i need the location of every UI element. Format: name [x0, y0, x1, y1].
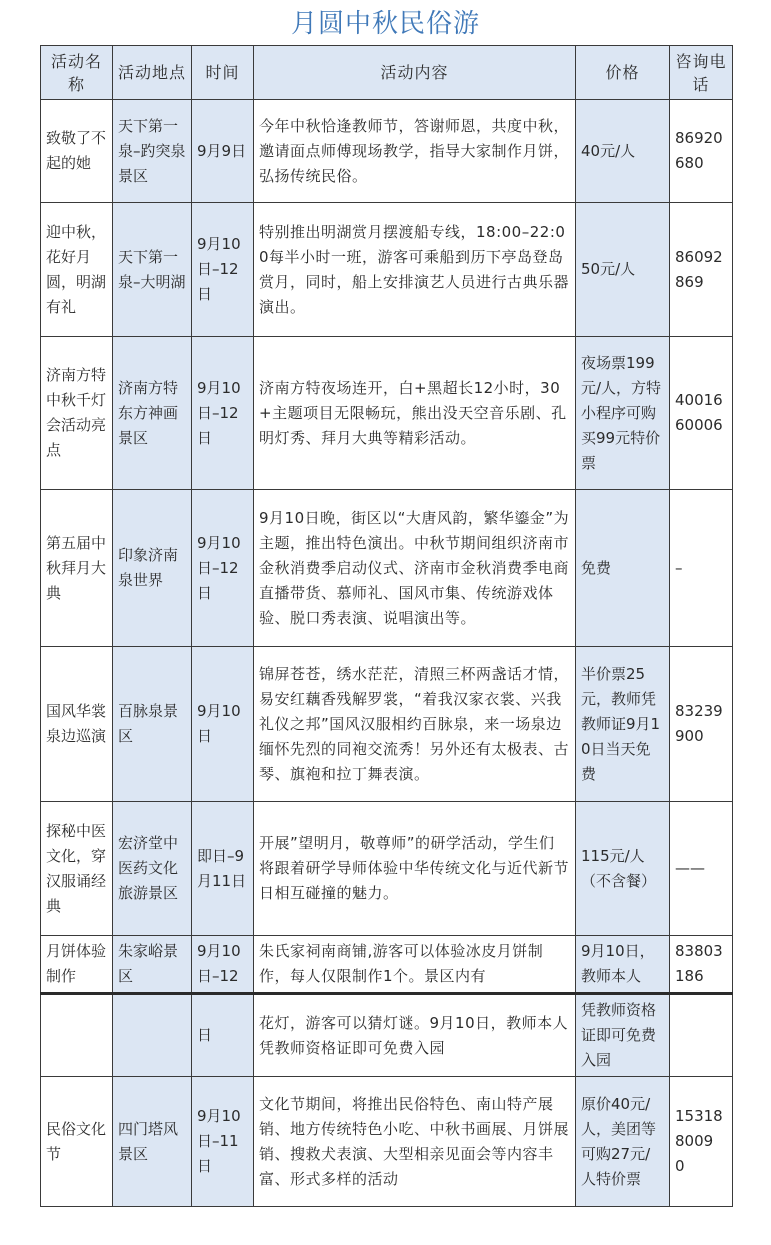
cell-location: 宏济堂中医药文化旅游景区	[113, 802, 192, 936]
cell-price: 凭教师资格证即可免费入园	[576, 994, 670, 1077]
table-row	[41, 802, 733, 936]
cell-price: 夜场票199元/人，方特小程序可购买99元特价票	[576, 337, 670, 490]
header-price: 价格	[576, 46, 670, 100]
cell-phone: 86920680	[670, 100, 733, 203]
cell-location	[113, 994, 192, 1077]
cell-phone: 86092869	[670, 203, 733, 337]
cell-content: 锦屏苍苍，绣水茫茫，清照三杯两盏话才情，易安红藕香残解罗裳，“着我汉家衣裳、兴我礼仪之邦”国风汉服相约百脉泉，来一场泉边缅怀先烈的同袍交流秀！另外还有太极表、古琴、旗袍和拉丁舞表演。	[254, 647, 576, 802]
cell-time: 即日–9月11日	[192, 802, 254, 936]
header-phone: 咨询电话	[670, 46, 733, 100]
cell-time: 9月10日–12	[192, 936, 254, 994]
table-header-row	[41, 46, 733, 100]
cell-content: 文化节期间，将推出民俗特色、南山特产展销、地方传统特色小吃、中秋书画展、月饼展销、搜救犬表演、大型相亲见面会等内容丰富、形式多样的活动	[254, 1077, 576, 1207]
cell-location: 朱家峪景区	[113, 936, 192, 994]
cell-phone: 83239900	[670, 647, 733, 802]
table-row	[41, 337, 733, 490]
cell-content: 特别推出明湖赏月摆渡船专线，18:00–22:00每半小时一班，游客可乘船到历下亭岛登岛赏月，同时，船上安排演艺人员进行古典乐器演出。	[254, 203, 576, 337]
cell-phone: 153188009 0	[670, 1077, 733, 1207]
cell-content: 9月10日晚，街区以“大唐风韵，繁华鎏金”为主题，推出特色演出。中秋节期间组织济南市金秋消费季启动仪式、济南市金秋消费季电商直播带货、慕师礼、国风市集、传统游戏体验、脱口秀表演、说唱演出等。	[254, 490, 576, 647]
cell-phone: –	[670, 490, 733, 647]
cell-name: 国风华裳泉边巡演	[41, 647, 113, 802]
cell-phone: ——	[670, 802, 733, 936]
cell-phone: 83803186	[670, 936, 733, 994]
table-row	[41, 203, 733, 337]
cell-price: 原价40元/人，美团等可购27元/人特价票	[576, 1077, 670, 1207]
cell-time: 日	[192, 994, 254, 1077]
cell-time: 9月10日	[192, 647, 254, 802]
table-row	[41, 100, 733, 203]
page-title: 月圆中秋民俗游	[290, 9, 480, 39]
cell-time: 9月9日	[192, 100, 254, 203]
table-row	[41, 1077, 733, 1207]
cell-content: 济南方特夜场连开，白+黑超长12小时，30+主题项目无限畅玩，熊出没天空音乐剧、孔明灯秀、拜月大典等精彩活动。	[254, 337, 576, 490]
cell-time: 9月10日–11日	[192, 1077, 254, 1207]
cell-name	[41, 994, 113, 1077]
cell-location: 天下第一泉–趵突泉景区	[113, 100, 192, 203]
cell-content: 今年中秋恰逢教师节，答谢师恩，共度中秋，邀请面点师傅现场教学，指导大家制作月饼，弘扬传统民俗。	[254, 100, 576, 203]
cell-content: 开展”望明月，敬尊师”的研学活动，学生们将跟着研学导师体验中华传统文化与近代新节日相互碰撞的魅力。	[254, 802, 576, 936]
header-activity-name: 活动名称	[41, 46, 113, 100]
cell-time: 9月10日–12日	[192, 490, 254, 647]
cell-name: 济南方特中秋千灯会活动亮点	[41, 337, 113, 490]
cell-phone	[670, 994, 733, 1077]
cell-content: 朱氏家祠南商铺,游客可以体验冰皮月饼制作，每人仅限制作1个。景区内有	[254, 936, 576, 994]
cell-price: 40元/人	[576, 100, 670, 203]
cell-name: 月饼体验制作	[41, 936, 113, 994]
cell-content: 花灯，游客可以猜灯谜。9月10日，教师本人凭教师资格证即可免费入园	[254, 994, 576, 1077]
cell-price: 免费	[576, 490, 670, 647]
cell-location: 印象济南泉世界	[113, 490, 192, 647]
cell-location: 百脉泉景区	[113, 647, 192, 802]
cell-time: 9月10日–12日	[192, 203, 254, 337]
events-table	[40, 45, 733, 1207]
table-row	[41, 647, 733, 802]
cell-location: 济南方特东方神画景区	[113, 337, 192, 490]
header-location: 活动地点	[113, 46, 192, 100]
table-row	[41, 490, 733, 647]
cell-location: 天下第一泉–大明湖	[113, 203, 192, 337]
header-content: 活动内容	[254, 46, 576, 100]
cell-price: 50元/人	[576, 203, 670, 337]
cell-name: 民俗文化节	[41, 1077, 113, 1207]
cell-price: 9月10日，教师本人	[576, 936, 670, 994]
header-time: 时间	[192, 46, 254, 100]
cell-name: 致敬了不起的她	[41, 100, 113, 203]
cell-location: 四门塔风景区	[113, 1077, 192, 1207]
table-row	[41, 994, 733, 1077]
cell-name: 第五届中秋拜月大典	[41, 490, 113, 647]
cell-price: 115元/人（不含餐）	[576, 802, 670, 936]
cell-price: 半价票25元，教师凭教师证9月10日当天免费	[576, 647, 670, 802]
table-row	[41, 936, 733, 994]
cell-name: 迎中秋，花好月圆，明湖有礼	[41, 203, 113, 337]
cell-time: 9月10日–12日	[192, 337, 254, 490]
cell-phone: 4001660006	[670, 337, 733, 490]
cell-name: 探秘中医文化，穿汉服诵经典	[41, 802, 113, 936]
